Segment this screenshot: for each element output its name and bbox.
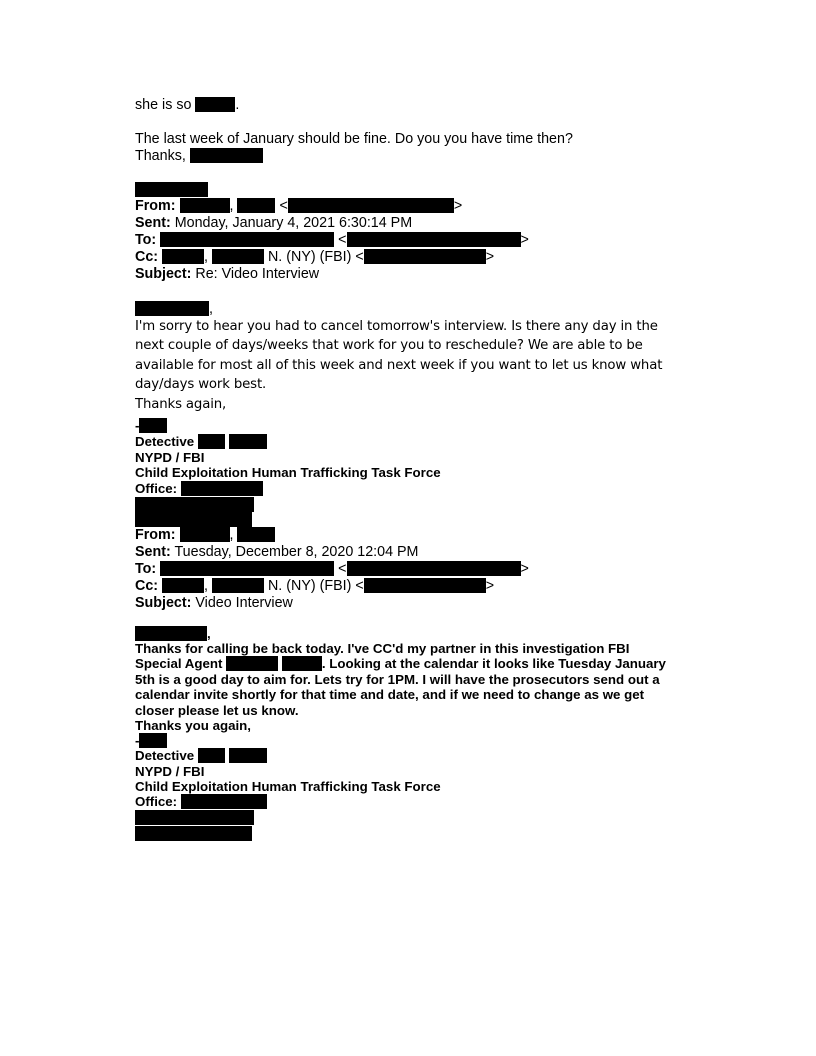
subject-value: Re: Video Interview	[195, 266, 320, 282]
redaction-block	[139, 418, 167, 433]
email1-sig-org: NYPD / FBI	[135, 450, 205, 465]
redaction-block	[180, 527, 230, 542]
detective-label: Detective	[135, 748, 195, 763]
opening-signoff-line	[135, 148, 263, 164]
redaction-block	[135, 512, 252, 527]
redaction-block	[364, 578, 486, 593]
redaction-block	[288, 198, 454, 213]
email1-to	[135, 232, 529, 248]
redaction-block	[212, 578, 264, 593]
redaction-block	[181, 481, 263, 496]
opening-signoff: Thanks,	[135, 148, 186, 164]
angle-open: <	[279, 198, 288, 214]
sent-label: Sent:	[135, 215, 171, 231]
email2-body-line: closer please let us know.	[135, 703, 299, 718]
dash: -	[135, 418, 140, 433]
opening-prefix: she is so	[135, 97, 192, 113]
email1-sig-title	[135, 434, 267, 450]
angle-close: >	[453, 198, 463, 214]
email2-cc	[135, 578, 494, 594]
email2-thanks: Thanks you again,	[135, 718, 252, 733]
email2-greeting	[135, 626, 211, 642]
opening-body: The last week of January should be fine. Do you you have time then?	[135, 131, 573, 147]
angle-close: >	[520, 232, 529, 248]
comma: ,	[204, 249, 209, 265]
office-label: Office:	[135, 794, 178, 809]
detective-label: Detective	[135, 434, 195, 449]
email2-body-line: 5th is a good day to aim for. Lets try for 1PM. I will have the prosecutors send out a	[135, 672, 660, 687]
cc-suffix: N. (NY) (FBI) <	[267, 249, 364, 265]
redaction-block	[198, 434, 225, 449]
body-line-suffix: . Looking at the calendar it looks like Tuesday January	[321, 656, 666, 671]
email2-body-line	[135, 656, 666, 672]
redaction-block	[135, 497, 254, 512]
redaction-block	[282, 656, 322, 671]
sent-label: Sent:	[135, 544, 171, 560]
email1-thanks: Thanks again,	[135, 397, 227, 412]
angle-close: >	[485, 578, 495, 594]
redaction-block	[237, 198, 275, 213]
email2-sig-org: NYPD / FBI	[135, 764, 205, 779]
email1-sig-office	[135, 481, 263, 497]
email2-sig-unit: Child Exploitation Human Trafficking Task Force	[135, 779, 441, 794]
to-label: To:	[135, 232, 157, 248]
angle-open: <	[338, 232, 347, 248]
redacted-signature-line	[135, 181, 208, 199]
redaction-block	[180, 198, 230, 213]
redaction-block	[135, 810, 254, 825]
redaction-block	[190, 148, 263, 163]
subject-label: Subject:	[135, 266, 192, 282]
comma: ,	[207, 626, 211, 641]
redaction-block	[135, 301, 209, 316]
redaction-block	[135, 826, 252, 841]
redaction-block	[162, 578, 204, 593]
cc-label: Cc:	[135, 249, 159, 265]
redaction-block	[135, 182, 208, 197]
email1-sent	[135, 215, 412, 231]
dash: -	[135, 733, 140, 748]
email1-body-line: I'm sorry to hear you had to cancel tomorrow's interview. Is there any day in the	[135, 319, 658, 334]
redaction-block	[364, 249, 486, 264]
angle-open: <	[338, 561, 347, 577]
redaction-block	[229, 748, 267, 763]
redaction-block	[237, 527, 275, 542]
redaction-block	[198, 748, 225, 763]
email1-greeting	[135, 301, 213, 317]
comma: ,	[204, 578, 209, 594]
special-agent-label: Special Agent	[135, 656, 223, 671]
comma: ,	[229, 198, 234, 214]
subject-label: Subject:	[135, 595, 192, 611]
redaction-block	[195, 97, 235, 112]
email1-from	[135, 198, 462, 214]
email1-body-line: day/days work best.	[135, 377, 267, 392]
email2-from	[135, 527, 275, 543]
email1-body-line: next couple of days/weeks that work for you to reschedule? We are able to be	[135, 338, 643, 353]
email1-subject	[135, 266, 319, 282]
email1-sig-unit: Child Exploitation Human Trafficking Task Force	[135, 465, 441, 480]
redaction-block	[139, 733, 167, 748]
cc-label: Cc:	[135, 578, 159, 594]
email2-sig-title	[135, 748, 267, 764]
email2-sent	[135, 544, 418, 560]
redaction-block	[347, 561, 521, 576]
redaction-block	[229, 434, 267, 449]
redaction-block	[162, 249, 204, 264]
email2-dash-line	[135, 733, 167, 749]
email1-cc	[135, 249, 494, 265]
email1-body-line: available for most all of this week and next week if you want to let us know what	[135, 358, 663, 373]
to-label: To:	[135, 561, 157, 577]
redaction-block	[347, 232, 521, 247]
email1-dash-line	[135, 418, 167, 434]
email2-body-line: calendar invite shortly for that time and date, and if we need to change as we get	[135, 687, 645, 702]
cc-suffix: N. (NY) (FBI) <	[267, 578, 364, 594]
comma: ,	[209, 301, 213, 317]
email2-sig-redacted	[135, 825, 252, 843]
office-label: Office:	[135, 481, 178, 496]
redaction-block	[160, 561, 334, 576]
redaction-block	[226, 656, 278, 671]
sent-value: Tuesday, December 8, 2020 12:04 PM	[174, 544, 419, 560]
email2-sig-office	[135, 794, 267, 810]
redaction-block	[212, 249, 264, 264]
from-label: From:	[135, 527, 176, 543]
sent-value: Monday, January 4, 2021 6:30:14 PM	[174, 215, 413, 231]
redaction-block	[135, 626, 207, 641]
angle-close: >	[485, 249, 495, 265]
from-label: From:	[135, 198, 176, 214]
email2-subject	[135, 595, 293, 611]
opening-suffix: .	[235, 97, 240, 113]
angle-close: >	[520, 561, 529, 577]
opening-line	[135, 97, 239, 113]
comma: ,	[229, 527, 234, 543]
email2-to	[135, 561, 529, 577]
redaction-block	[181, 794, 267, 809]
subject-value: Video Interview	[195, 595, 293, 611]
email2-body-line: Thanks for calling be back today. I've CC'd my partner in this investigation FBI	[135, 641, 630, 656]
redaction-block	[160, 232, 334, 247]
